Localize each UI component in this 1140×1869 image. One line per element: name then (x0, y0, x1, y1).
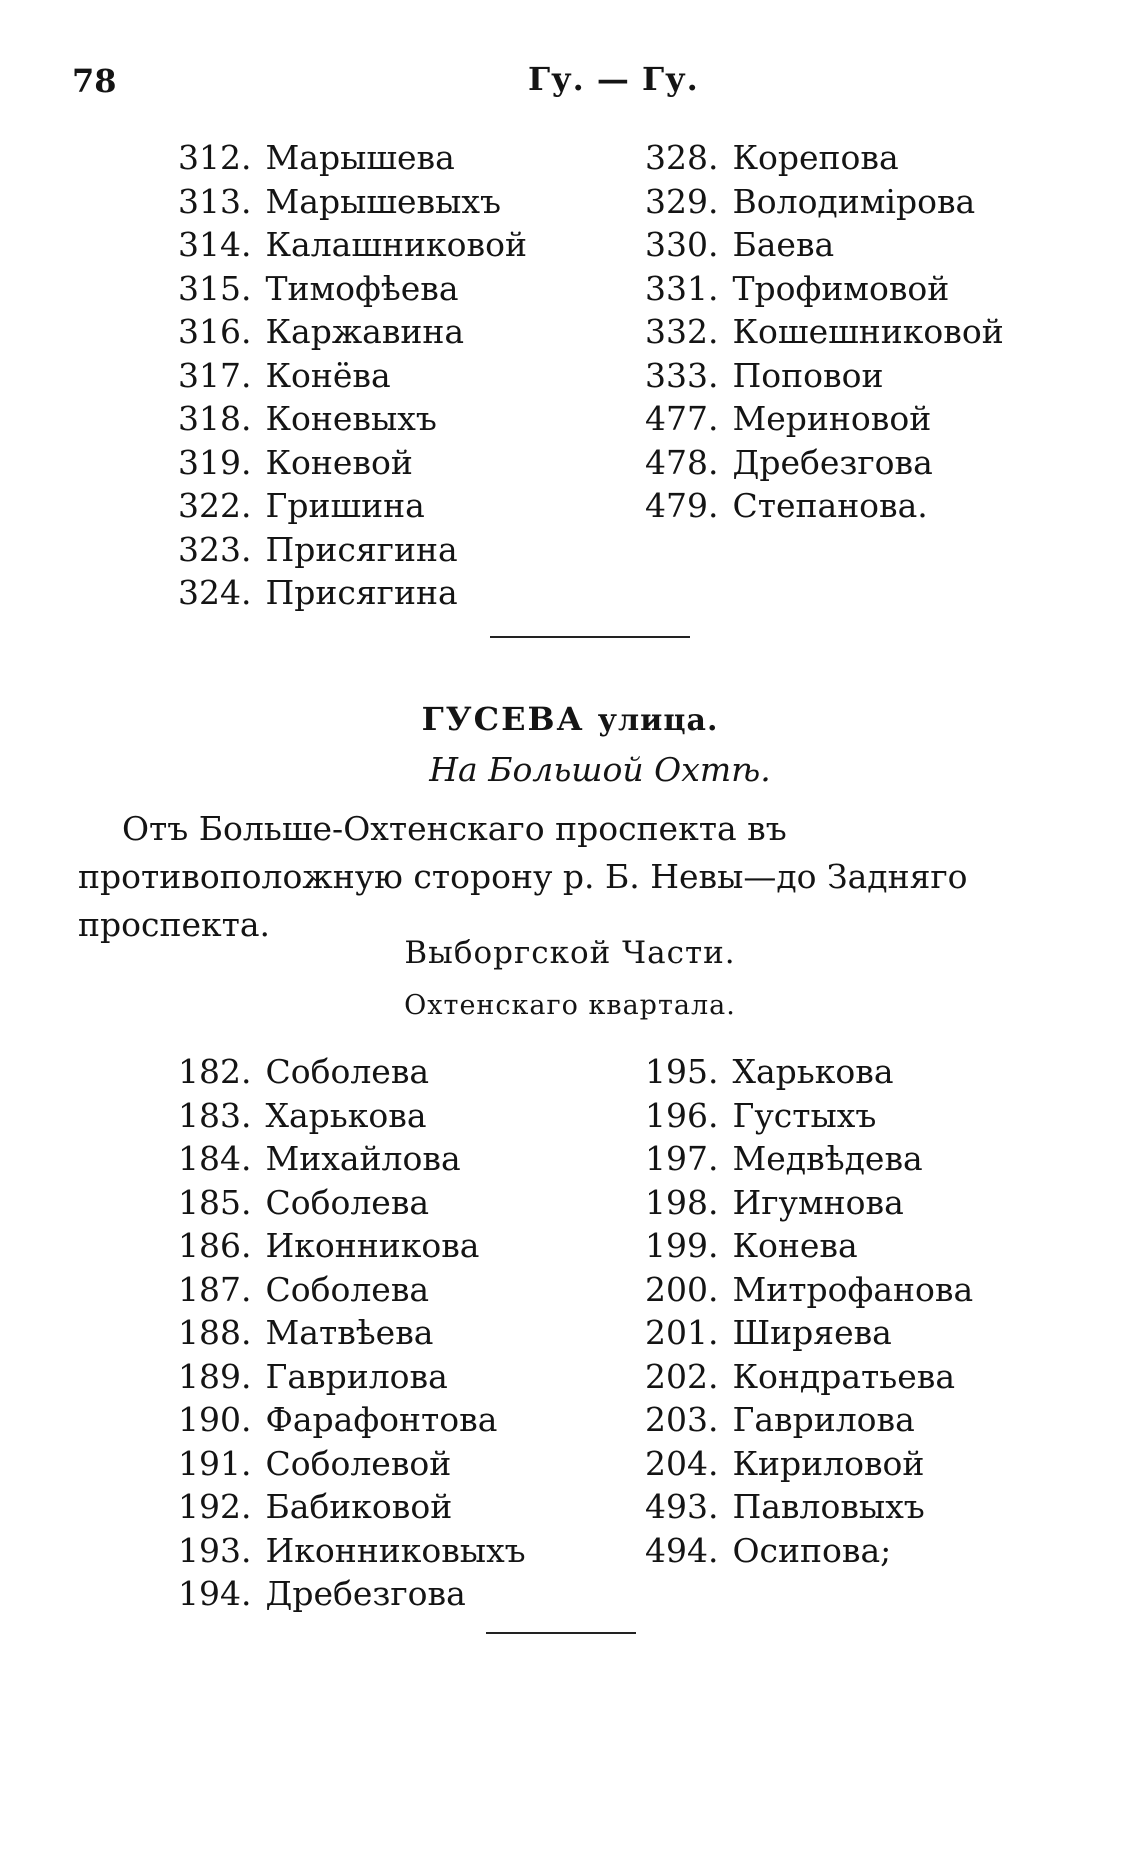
list-entry (645, 180, 1004, 224)
list-entry (178, 1094, 526, 1138)
list-entry (178, 1485, 526, 1529)
entry-name: Соболева (265, 1052, 430, 1092)
entry-number: 195. (645, 1052, 719, 1092)
entry-name: Тимофѣева (265, 268, 459, 308)
entry-number: 190. (178, 1400, 252, 1440)
list-entry (178, 1224, 526, 1268)
entry-name: Коневыхъ (265, 399, 437, 439)
entry-name: Соболевой (265, 1443, 452, 1483)
list-entry (645, 397, 1004, 441)
entry-name: Митрофанова (732, 1269, 974, 1309)
entry-number: 494. (645, 1530, 719, 1570)
entry-number: 332. (645, 312, 719, 352)
entry-name: Гаврилова (265, 1356, 448, 1396)
entry-name: Медвѣдева (732, 1139, 923, 1179)
list-entry (178, 1529, 526, 1573)
entry-name: Соболева (265, 1269, 430, 1309)
entry-number: 316. (178, 312, 252, 352)
list-entry (178, 223, 527, 267)
entry-name: Бабиковой (265, 1487, 453, 1527)
entry-number: 317. (178, 355, 252, 395)
street-type: улица. (597, 703, 719, 738)
entry-name: Каржавина (265, 312, 465, 352)
entry-name: Соболева (265, 1182, 430, 1222)
entry-number: 188. (178, 1313, 252, 1353)
list-entry (645, 1485, 973, 1529)
list-entry (178, 1442, 526, 1486)
list-entry (645, 1355, 973, 1399)
entry-number: 313. (178, 181, 252, 221)
entry-name: Ширяева (732, 1313, 892, 1353)
list-entry (178, 1181, 526, 1225)
entry-number: 182. (178, 1052, 252, 1092)
entry-number: 197. (645, 1139, 719, 1179)
end-rule (486, 1632, 636, 1634)
entry-name: Степанова. (732, 486, 928, 526)
entry-number: 333. (645, 355, 719, 395)
entry-number: 318. (178, 399, 252, 439)
entry-name: Володимірова (732, 181, 976, 221)
entry-name: Игумнова (732, 1182, 904, 1222)
bottom-list-left-column (178, 1050, 526, 1616)
list-entry (645, 441, 1004, 485)
list-entry (178, 354, 527, 398)
entry-name: Кондратьева (732, 1356, 956, 1396)
list-entry (645, 1268, 973, 1312)
entry-number: 330. (645, 225, 719, 265)
list-entry (645, 1529, 973, 1573)
list-entry (645, 1442, 973, 1486)
list-entry (178, 397, 527, 441)
entry-number: 204. (645, 1443, 719, 1483)
list-entry (178, 1311, 526, 1355)
list-entry (645, 1311, 973, 1355)
entry-name: Иконникова (265, 1226, 480, 1266)
entry-name: Калашниковой (265, 225, 527, 265)
entry-name: Корепова (732, 138, 899, 178)
entry-name: Гришина (265, 486, 425, 526)
entry-number: 183. (178, 1095, 252, 1135)
running-head: Гу. — Гу. (528, 60, 699, 98)
entry-number: 493. (645, 1487, 719, 1527)
district-heading: Выборгской Части. (404, 935, 736, 971)
entry-name: Баева (732, 225, 835, 265)
entry-name: Осипова; (732, 1530, 892, 1570)
entry-number: 199. (645, 1226, 719, 1266)
entry-name: Дребезгова (732, 442, 933, 482)
list-entry (178, 1572, 526, 1616)
list-entry (178, 1137, 526, 1181)
entry-number: 186. (178, 1226, 252, 1266)
entry-name: Кириловой (732, 1443, 925, 1483)
list-entry (178, 180, 527, 224)
entry-name: Марышевыхъ (265, 181, 501, 221)
entry-name: Коневой (265, 442, 413, 482)
street-name: ГУСЕВА (421, 700, 585, 738)
entry-number: 200. (645, 1269, 719, 1309)
entry-name: Павловыхъ (732, 1487, 925, 1527)
list-entry (178, 267, 527, 311)
entry-name: Фарафонтова (265, 1400, 498, 1440)
entry-name: Харькова (265, 1095, 427, 1135)
entry-number: 329. (645, 181, 719, 221)
entry-name: Присягина (265, 573, 458, 613)
entry-name: Иконниковыхъ (265, 1530, 526, 1570)
street-description (78, 805, 1118, 949)
list-entry (645, 484, 1004, 528)
entry-name: Матвѣева (265, 1313, 434, 1353)
list-entry (178, 136, 527, 180)
list-entry (178, 1355, 526, 1399)
entry-number: 478. (645, 442, 719, 482)
entry-number: 187. (178, 1269, 252, 1309)
entry-number: 324. (178, 573, 252, 613)
entry-name: Густыхъ (732, 1095, 877, 1135)
entry-name: Дребезгова (265, 1574, 466, 1614)
entry-name: Конева (732, 1226, 858, 1266)
top-list-right-column (645, 136, 1004, 528)
entry-number: 328. (645, 138, 719, 178)
street-heading (0, 700, 1140, 738)
list-entry (178, 571, 527, 615)
list-entry (178, 1050, 526, 1094)
street-description-text: Отъ Больше-Охтенскаго проспекта въ противоположную сторону р. Б. Невы—до Задняго проспекта. (78, 809, 968, 944)
list-entry (645, 1094, 973, 1138)
entry-number: 477. (645, 399, 719, 439)
entry-number: 315. (178, 268, 252, 308)
list-entry (645, 223, 1004, 267)
entry-number: 322. (178, 486, 252, 526)
entry-name: Конёва (265, 355, 391, 395)
entry-name: Марышева (265, 138, 455, 178)
entry-number: 185. (178, 1182, 252, 1222)
list-entry (178, 1268, 526, 1312)
entry-number: 196. (645, 1095, 719, 1135)
entry-name: Мериновой (732, 399, 932, 439)
list-entry (645, 1050, 973, 1094)
list-entry (645, 267, 1004, 311)
list-entry (645, 310, 1004, 354)
entry-number: 194. (178, 1574, 252, 1614)
list-entry (178, 310, 527, 354)
quarter-heading: Охтенскаго квартала. (404, 990, 736, 1021)
entry-number: 184. (178, 1139, 252, 1179)
list-entry (645, 1137, 973, 1181)
page-number: 78 (72, 62, 117, 100)
list-entry (178, 1398, 526, 1442)
list-entry (178, 528, 527, 572)
entry-name: Харькова (732, 1052, 894, 1092)
entry-number: 198. (645, 1182, 719, 1222)
entry-number: 191. (178, 1443, 252, 1483)
list-entry (645, 1224, 973, 1268)
entry-name: Гаврилова (732, 1400, 915, 1440)
list-entry (645, 1398, 973, 1442)
entry-name: Поповои (732, 355, 884, 395)
entry-number: 319. (178, 442, 252, 482)
entry-number: 202. (645, 1356, 719, 1396)
entry-number: 312. (178, 138, 252, 178)
entry-number: 323. (178, 529, 252, 569)
entry-number: 189. (178, 1356, 252, 1396)
list-entry (645, 136, 1004, 180)
entry-number: 192. (178, 1487, 252, 1527)
list-entry (178, 441, 527, 485)
entry-number: 314. (178, 225, 252, 265)
entry-name: Присягина (265, 529, 458, 569)
list-entry (645, 1181, 973, 1225)
entry-number: 203. (645, 1400, 719, 1440)
bottom-list-right-column (645, 1050, 973, 1572)
street-location: На Большой Охтѣ. (429, 750, 771, 789)
entry-name: Трофимовой (732, 268, 950, 308)
entry-number: 331. (645, 268, 719, 308)
list-entry (645, 354, 1004, 398)
section-divider-rule (490, 636, 690, 638)
entry-number: 193. (178, 1530, 252, 1570)
list-entry (178, 484, 527, 528)
top-list-left-column (178, 136, 527, 615)
entry-name: Кошешниковой (732, 312, 1004, 352)
entry-number: 201. (645, 1313, 719, 1353)
entry-number: 479. (645, 486, 719, 526)
entry-name: Михайлова (265, 1139, 461, 1179)
